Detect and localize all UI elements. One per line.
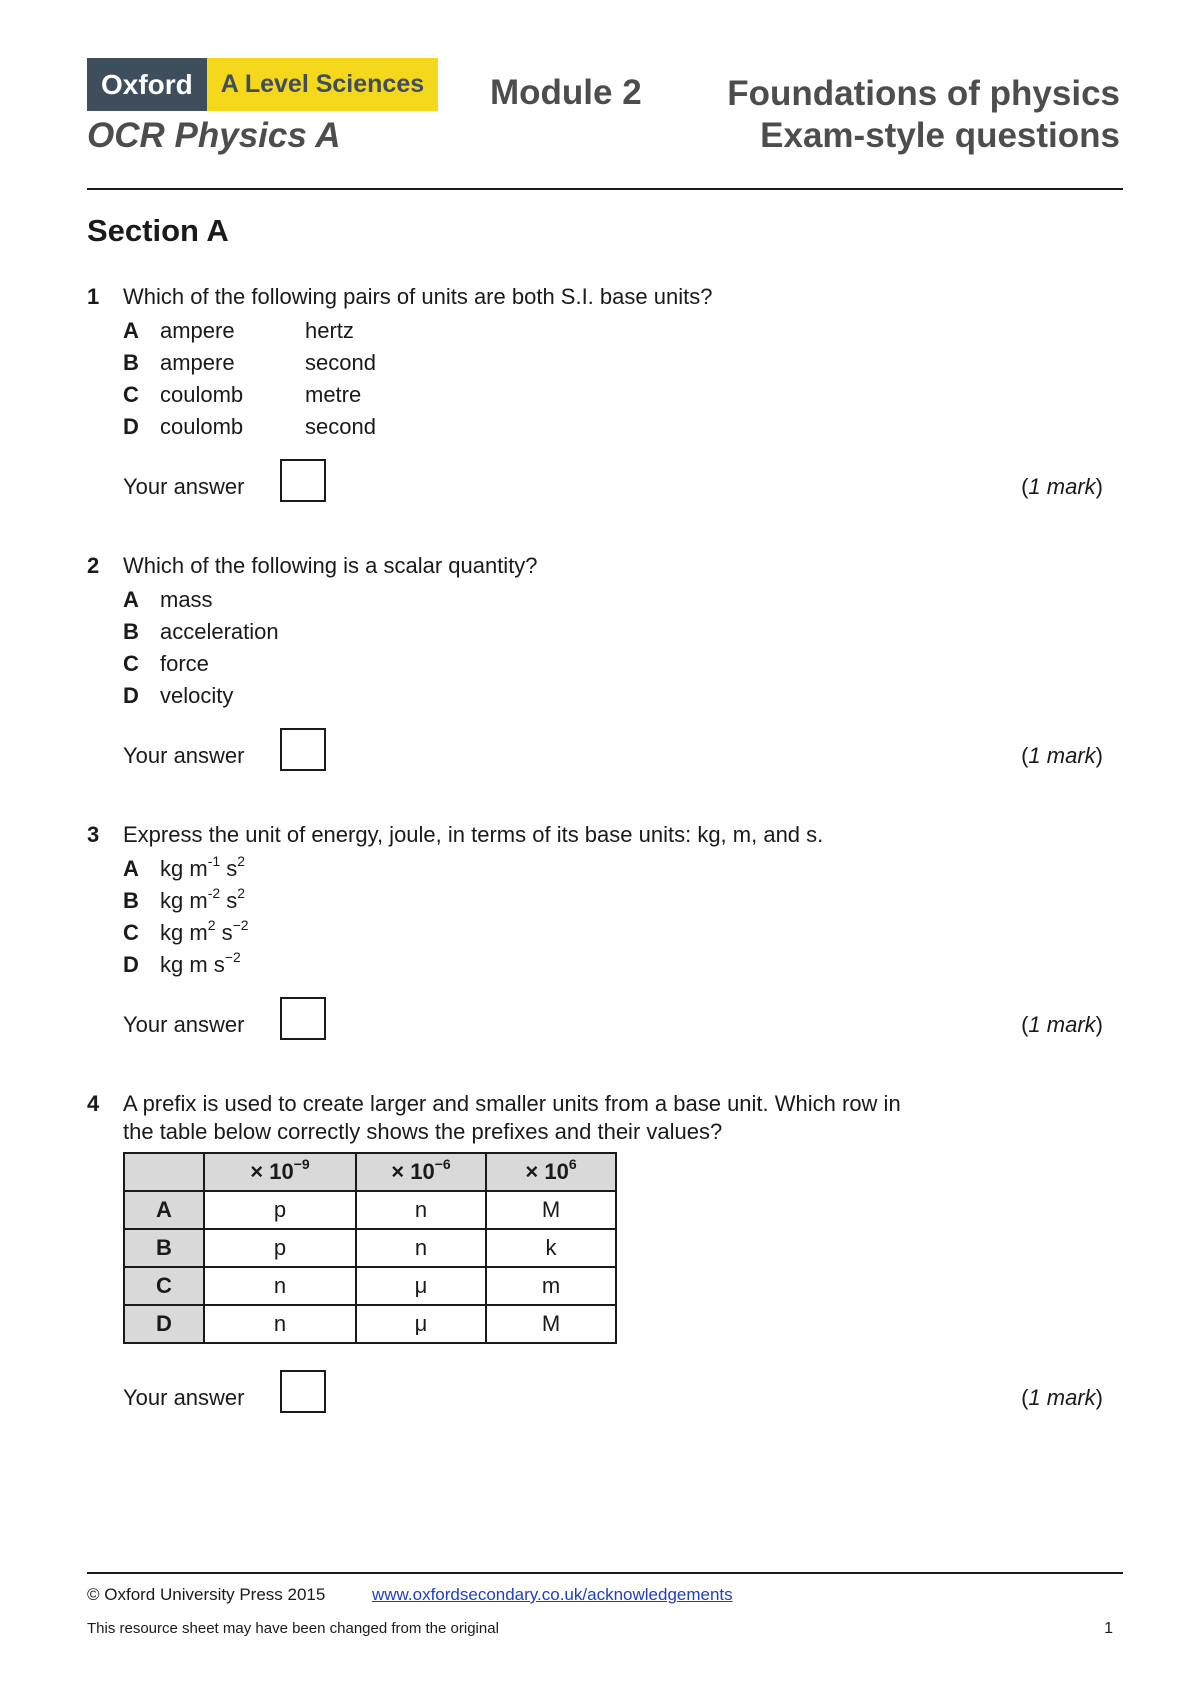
row-label: C: [124, 1267, 204, 1305]
question-text-line-2: the table below correctly shows the prefixes and their values?: [123, 1119, 723, 1144]
mark-text: 1 mark: [1028, 1385, 1096, 1410]
option-letter: A: [123, 587, 139, 612]
option-letter: A: [123, 318, 139, 343]
section-title: Section A: [87, 213, 229, 248]
footer-note: This resource sheet may have been changed from the original: [87, 1620, 499, 1637]
option-unit-1: ampere: [160, 318, 235, 343]
answer-row: [123, 997, 1127, 1047]
option-text: acceleration: [160, 619, 279, 644]
logo-oxford-text: Oxford: [87, 58, 207, 111]
option-a: [123, 584, 1127, 616]
option-b: [123, 347, 1127, 379]
option-letter: B: [123, 619, 139, 644]
option-text: velocity: [160, 683, 234, 708]
option-unit-1: ampere: [160, 350, 235, 375]
question-4-answer: [87, 1370, 1127, 1420]
mark-close: ): [1095, 1012, 1103, 1037]
option-d: [123, 949, 1127, 981]
unit-exponent: 2: [237, 852, 246, 869]
option-list: [123, 584, 1127, 712]
table-cell: μ: [356, 1267, 486, 1305]
table-cell: m: [486, 1267, 616, 1305]
acknowledgements-link[interactable]: www.oxfordsecondary.co.uk/acknowledgements: [372, 1585, 733, 1604]
header-exponent: −6: [434, 1155, 451, 1172]
option-unit-expression: [160, 948, 241, 979]
mark-text: 1 mark: [1028, 474, 1096, 499]
mark-open: (: [1021, 474, 1029, 499]
answer-row: [123, 1370, 1127, 1420]
table-header-cell: [356, 1153, 486, 1191]
unit-part: kg m: [160, 920, 208, 945]
title-line-1: Foundations of physics: [727, 74, 1120, 113]
unit-part: kg m: [160, 856, 208, 881]
answer-row: [123, 728, 1127, 778]
question-number: 1: [87, 284, 100, 309]
table-cell: p: [204, 1191, 356, 1229]
table-cell: M: [486, 1191, 616, 1229]
question-text-line-1: A prefix is used to create larger and smaller units from a base unit. Which row in: [123, 1091, 901, 1116]
answer-label: Your answer: [123, 743, 245, 768]
mark-open: (: [1021, 743, 1029, 768]
header-multiplier: × 10: [525, 1159, 569, 1184]
table-row: [124, 1305, 616, 1343]
question-number: 4: [87, 1091, 100, 1116]
header-multiplier: × 10: [391, 1159, 435, 1184]
option-letter: A: [123, 856, 139, 881]
header-divider: [87, 188, 1123, 190]
unit-part: s: [220, 888, 238, 913]
unit-part: kg m: [160, 888, 208, 913]
option-a: [123, 853, 1127, 885]
question-3: [87, 821, 1127, 1047]
question-2: [87, 552, 1127, 778]
option-list: [123, 853, 1127, 981]
option-letter: D: [123, 952, 139, 977]
table-cell: p: [204, 1229, 356, 1267]
page-number: 1: [1104, 1620, 1113, 1637]
unit-exponent: 2: [237, 884, 246, 901]
header-multiplier: × 10: [250, 1159, 294, 1184]
table-cell: n: [204, 1267, 356, 1305]
answer-row: [123, 459, 1127, 509]
table-row: [124, 1191, 616, 1229]
course-subtitle: OCR Physics A: [87, 116, 341, 155]
header-exponent: −9: [293, 1155, 310, 1172]
option-unit-2: second: [305, 414, 376, 439]
row-label: A: [124, 1191, 204, 1229]
footer-divider: [87, 1572, 1123, 1574]
option-letter: C: [123, 382, 139, 407]
option-unit-2: metre: [305, 382, 362, 407]
option-unit-expression: [160, 884, 246, 915]
question-4: [87, 1090, 1127, 1146]
table-cell: M: [486, 1305, 616, 1343]
option-b: [123, 616, 1127, 648]
module-label: Module 2: [490, 73, 642, 112]
unit-exponent: -2: [207, 884, 221, 901]
copyright-notice: © Oxford University Press 2015: [87, 1585, 326, 1604]
table-cell: μ: [356, 1305, 486, 1343]
unit-part: kg m s: [160, 952, 225, 977]
unit-exponent: −2: [232, 916, 249, 933]
table-header-cell: [486, 1153, 616, 1191]
table-corner-cell: [124, 1153, 204, 1191]
table-cell: k: [486, 1229, 616, 1267]
option-letter: B: [123, 888, 139, 913]
option-list: [123, 315, 1127, 443]
table-row: [124, 1229, 616, 1267]
answer-box[interactable]: [280, 728, 326, 771]
option-letter: B: [123, 350, 139, 375]
mark-open: (: [1021, 1012, 1029, 1037]
option-unit-2: hertz: [305, 318, 354, 343]
unit-part: s: [220, 856, 238, 881]
option-text: mass: [160, 587, 213, 612]
option-c: [123, 379, 1127, 411]
mark-allocation: [1021, 1384, 1103, 1412]
table-cell: n: [356, 1191, 486, 1229]
question-number: 3: [87, 822, 100, 847]
answer-label: Your answer: [123, 1012, 245, 1037]
option-letter: D: [123, 683, 139, 708]
mark-allocation: [1021, 473, 1103, 501]
question-text: Which of the following is a scalar quantity?: [123, 553, 538, 578]
header-exponent: 6: [568, 1155, 577, 1172]
unit-part: s: [215, 920, 233, 945]
option-unit-2: second: [305, 350, 376, 375]
row-label: D: [124, 1305, 204, 1343]
option-unit-1: coulomb: [160, 414, 244, 439]
option-d: [123, 680, 1127, 712]
unit-exponent: 2: [207, 916, 216, 933]
prefix-table: [123, 1152, 617, 1344]
option-text: force: [160, 651, 209, 676]
mark-text: 1 mark: [1028, 743, 1096, 768]
question-text: Express the unit of energy, joule, in terms of its base units: kg, m, and s.: [123, 822, 824, 847]
option-unit-expression: [160, 916, 249, 947]
document-title: [727, 73, 1120, 157]
table-header-row: [124, 1153, 616, 1191]
question-1: [87, 283, 1127, 509]
option-letter: C: [123, 651, 139, 676]
row-label: B: [124, 1229, 204, 1267]
mark-allocation: [1021, 1011, 1103, 1039]
title-line-2: Exam-style questions: [760, 116, 1120, 155]
table-cell: n: [356, 1229, 486, 1267]
option-letter: C: [123, 920, 139, 945]
table-cell: n: [204, 1305, 356, 1343]
answer-box[interactable]: [280, 1370, 326, 1413]
unit-exponent: -1: [207, 852, 221, 869]
option-unit-expression: [160, 852, 246, 883]
option-c: [123, 917, 1127, 949]
option-letter: D: [123, 414, 139, 439]
unit-exponent: −2: [224, 948, 241, 965]
question-text: Which of the following pairs of units are both S.I. base units?: [123, 284, 713, 309]
option-b: [123, 885, 1127, 917]
mark-close: ): [1095, 1385, 1103, 1410]
table-header-cell: [204, 1153, 356, 1191]
answer-label: Your answer: [123, 1385, 245, 1410]
oxford-logo-badge: [87, 58, 438, 111]
mark-allocation: [1021, 742, 1103, 770]
question-number: 2: [87, 553, 100, 578]
option-unit-1: coulomb: [160, 382, 244, 407]
mark-text: 1 mark: [1028, 1012, 1096, 1037]
answer-box[interactable]: [280, 459, 326, 502]
option-d: [123, 411, 1127, 443]
answer-label: Your answer: [123, 474, 245, 499]
logo-a-level-sciences-text: A Level Sciences: [207, 58, 438, 111]
answer-box[interactable]: [280, 997, 326, 1040]
table-row: [124, 1267, 616, 1305]
mark-close: ): [1095, 474, 1103, 499]
mark-open: (: [1021, 1385, 1029, 1410]
option-c: [123, 648, 1127, 680]
option-a: [123, 315, 1127, 347]
mark-close: ): [1095, 743, 1103, 768]
